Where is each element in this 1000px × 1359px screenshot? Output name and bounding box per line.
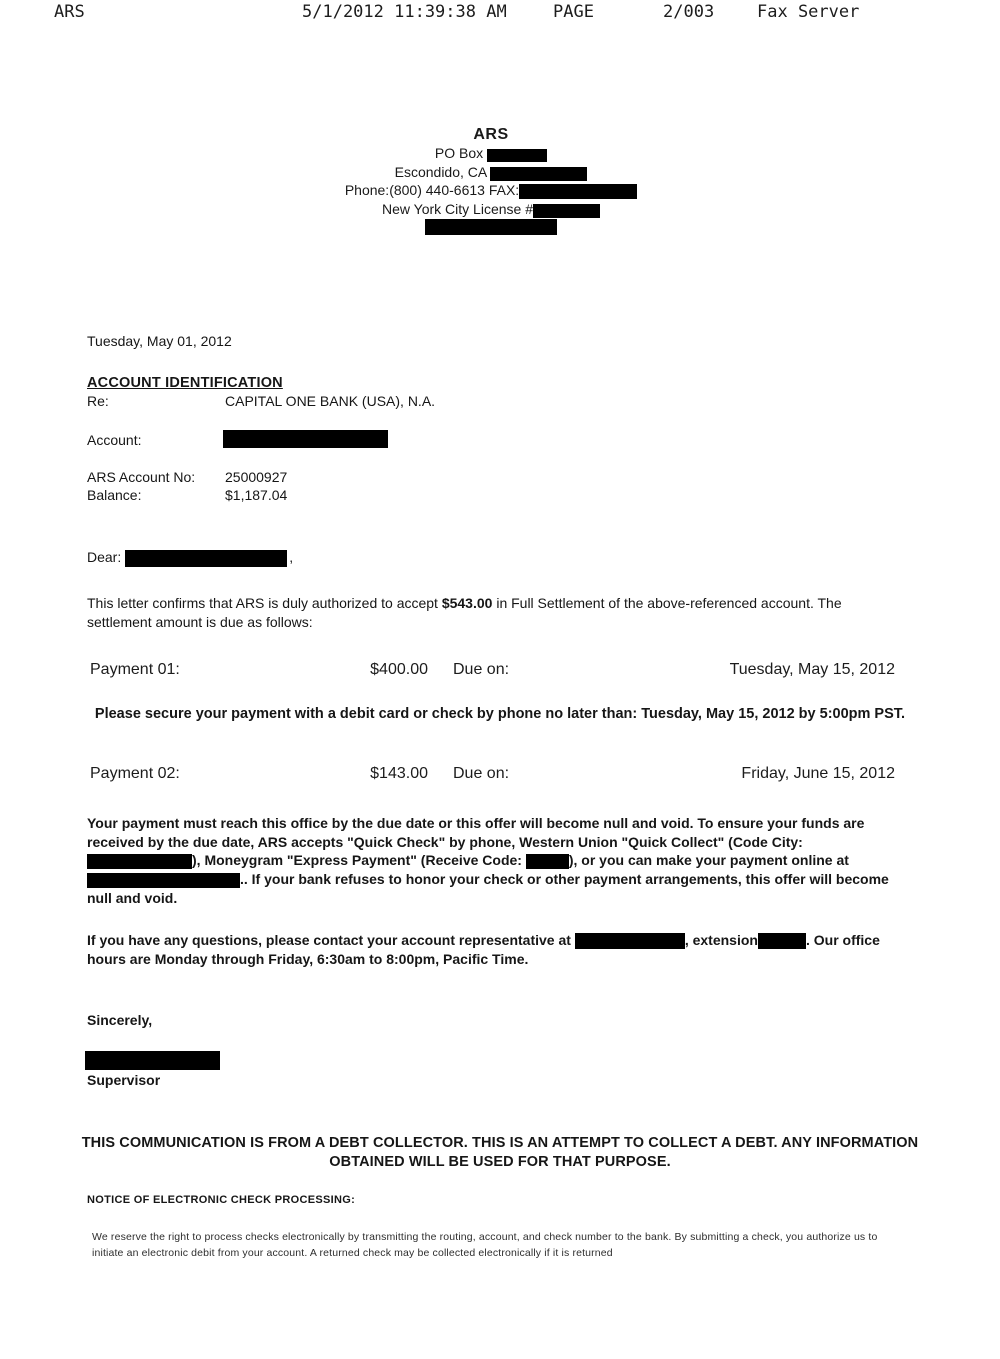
- company-name: ARS: [473, 126, 509, 143]
- salutation: Dear: ,: [87, 549, 294, 565]
- redaction-letterhead-line: [425, 219, 557, 235]
- redaction-payment-url: [87, 873, 240, 888]
- payment-terms-paragraph: Your payment must reach this office by the due date or this offer will become null and void. To ensure your funds are received by the due date, ARS accepts "Quick Check" by phone, Western Union "Quick Collect" (Code City: ), Moneygram "Express Payment" (Receive Code: ), or you can make your payment online at .. If your bank refuses to honor your check or other payment arrangements, this offer will become null and void.: [87, 815, 889, 906]
- letterhead-city-line: Escondido, CA: [0, 163, 982, 181]
- redaction-pobox: [487, 149, 547, 162]
- payment-1-due-label: Due on:: [453, 661, 510, 678]
- letterhead-license-line: New York City License #: [0, 200, 982, 218]
- debt-collector-notice: THIS COMMUNICATION IS FROM A DEBT COLLECTOR. THIS IS AN ATTEMPT TO COLLECT A DEBT. ANY INFORMATION OBTAINED WILL BE USED FOR THAT PURPOSE.: [81, 1135, 919, 1170]
- settlement-amount: $543.00: [441, 595, 493, 611]
- section-title-account-identification: ACCOUNT IDENTIFICATION: [87, 375, 283, 391]
- redaction-signer-name: [85, 1051, 220, 1070]
- payment-row-1: [90, 661, 895, 681]
- redaction-recipient-name: [125, 550, 287, 567]
- re-label: Re:: [87, 393, 109, 409]
- redaction-fax-number: [519, 184, 637, 199]
- fax-sender: ARS: [54, 2, 85, 22]
- redaction-receive-code: [526, 854, 569, 869]
- payment-1-due-date: Tuesday, May 15, 2012: [729, 661, 895, 678]
- fax-page-label: PAGE: [553, 2, 594, 22]
- fax-source: Fax Server: [757, 2, 860, 22]
- balance-label: Balance:: [87, 487, 142, 503]
- electronic-check-notice-title: NOTICE OF ELECTRONIC CHECK PROCESSING:: [87, 1194, 356, 1206]
- re-value: CAPITAL ONE BANK (USA), N.A.: [225, 393, 436, 409]
- balance-value: $1,187.04: [225, 487, 288, 503]
- payment-2-due-label: Due on:: [453, 765, 510, 782]
- payment-2-due-date: Friday, June 15, 2012: [741, 765, 895, 782]
- ars-account-no-label: ARS Account No:: [87, 469, 196, 485]
- letterhead-redacted-line: [0, 218, 982, 236]
- closing: Sincerely,: [87, 1012, 153, 1028]
- redaction-license-number: [533, 204, 600, 218]
- redaction-extension: [758, 933, 806, 949]
- payment-2-amount: $143.00: [370, 765, 428, 782]
- redaction-account-number: [223, 430, 388, 448]
- letterhead-pobox-line: PO Box: [0, 144, 982, 162]
- redaction-representative-phone: [575, 933, 685, 949]
- letter-date: Tuesday, May 01, 2012: [87, 333, 232, 349]
- fax-datetime: 5/1/2012 11:39:38 AM: [302, 2, 507, 22]
- letterhead: [0, 126, 982, 236]
- redaction-code-city: [87, 854, 192, 869]
- payment-1-amount: $400.00: [370, 661, 428, 678]
- payment-row-2: [90, 765, 895, 785]
- letterhead-phone-line: Phone:(800) 440-6613 FAX:: [0, 181, 982, 199]
- payment-2-label: Payment 02:: [90, 765, 180, 782]
- fax-page-number: 2/003: [663, 2, 715, 22]
- payment-1-label: Payment 01:: [90, 661, 180, 678]
- electronic-check-fine-print: We reserve the right to process checks electronically by transmitting the routing, account, and check number to the bank. By submitting a check, you authorize us to initiate an electronic debit from your account. A returned check may be collected electronically if it is returned: [92, 1231, 878, 1259]
- redaction-zip: [490, 167, 587, 181]
- secure-payment-notice: Please secure your payment with a debit card or check by phone no later than: Tuesday, May 15, 2012 by 5:00pm PST.: [94, 706, 906, 722]
- questions-paragraph: If you have any questions, please contact your account representative at , extension . Our office hours are Monday through Friday, 6:30am to 8:00pm, Pacific Time.: [87, 932, 880, 967]
- account-label: Account:: [87, 432, 142, 448]
- signer-title: Supervisor: [87, 1072, 161, 1088]
- intro-paragraph: This letter confirms that ARS is duly authorized to accept $543.00 in Full Settlement of the above-referenced account. The settlement amount is due as follows:: [87, 595, 842, 630]
- ars-account-no-value: 25000927: [225, 469, 288, 485]
